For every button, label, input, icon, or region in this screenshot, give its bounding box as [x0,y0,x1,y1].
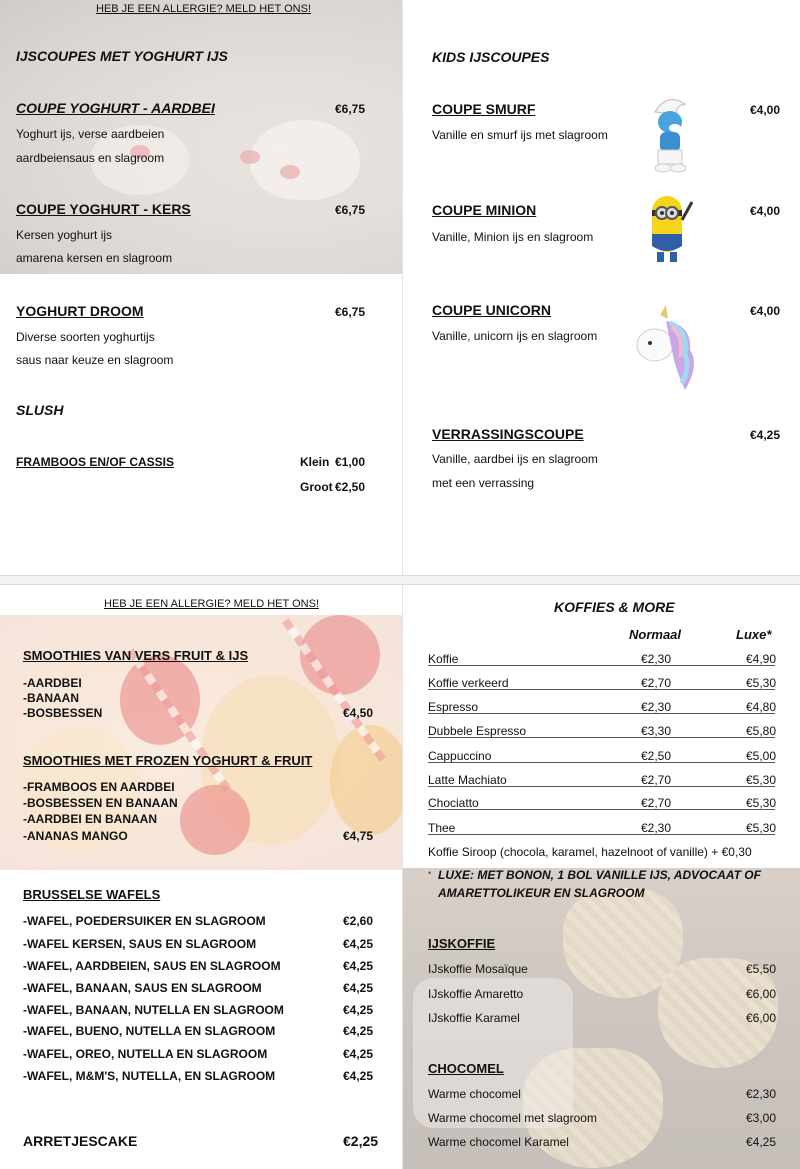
section-title-ijskoffie: IJSKOFFIE [428,936,496,951]
wafel-price: €4,25 [343,1047,374,1061]
page-divider [0,575,800,585]
item-desc: aardbeiensaus en slagroom [16,151,165,165]
item-price: €6,75 [335,305,366,319]
item-desc: Diverse soorten yoghurtijs [16,330,155,344]
option: -BOSBESSEN EN BANAAN [23,796,178,810]
coffee-price-luxe: €5,80 [746,724,777,738]
item-name: COUPE YOGHURT - KERS [16,201,191,217]
arretjescake-name: ARRETJESCAKE [23,1133,138,1149]
column-header-normaal: Normaal [629,627,682,642]
luxe-note: AMARETTOLIKEUR EN SLAGROOM [438,886,645,900]
coffee-name: Koffie [428,652,459,666]
option: -FRAMBOOS EN AARDBEI [23,780,175,794]
item-desc: Kersen yoghurt ijs [16,228,113,242]
coffee-name: Koffie verkeerd [428,676,509,690]
wafel-price: €4,25 [343,981,374,995]
chocomel-price: €4,25 [746,1135,777,1149]
siroop-note: Koffie Siroop (chocola, karamel, hazelnoot of vanille) + €0,30 [428,845,752,859]
wafel-item: -WAFEL, POEDERSUIKER EN SLAGROOM [23,914,266,928]
item-name: COUPE SMURF [432,101,536,117]
section-title-slush: SLUSH [16,402,64,418]
item-name: COUPE UNICORN [432,302,552,318]
coffee-price-normaal: €2,50 [641,749,672,763]
item-price: €4,00 [750,103,781,117]
slush-size-label: Groot [300,480,333,494]
section-title-yoghurt: IJSCOUPES MET YOGHURT IJS [16,48,228,64]
smurf-icon [645,92,695,174]
ijskoffie-price: €5,50 [746,962,777,976]
wafel-item: -WAFEL, M&M'S, NUTELLA, EN SLAGROOM [23,1069,276,1083]
chocomel-item: Warme chocomel met slagroom [428,1111,597,1125]
wafel-item: -WAFEL, BANAAN, NUTELLA EN SLAGROOM [23,1003,284,1017]
item-price: €6,75 [335,203,366,217]
arretjescake-price: €2,25 [343,1133,379,1149]
item-name: COUPE YOGHURT - AARDBEI [16,100,215,116]
ijskoffie-item: IJskoffie Karamel [428,1011,520,1025]
chocomel-price: €2,30 [746,1087,777,1101]
row-divider [428,665,775,666]
item-name: YOGHURT DROOM [16,303,144,319]
ijskoffie-price: €6,00 [746,1011,777,1025]
ijskoffie-price: €6,00 [746,987,777,1001]
row-divider [428,762,775,763]
item-name: COUPE MINION [432,202,537,218]
wafel-price: €4,25 [343,1024,374,1038]
row-divider [428,713,775,714]
item-price: €4,50 [343,706,374,720]
section-title-wafels: BRUSSELSE WAFELS [23,887,161,902]
coffee-price-normaal: €2,70 [641,676,672,690]
chocomel-item: Warme chocomel Karamel [428,1135,569,1149]
coffee-price-normaal: €3,30 [641,724,672,738]
coffee-price-luxe: €5,30 [746,796,777,810]
item-desc: saus naar keuze en slagroom [16,353,174,367]
coffee-name: Cappuccino [428,749,492,763]
coffee-price-normaal: €2,30 [641,700,672,714]
ijskoffie-item: IJskoffie Amaretto [428,987,524,1001]
wafel-price: €4,25 [343,1003,374,1017]
wafel-item: -WAFEL KERSEN, SAUS EN SLAGROOM [23,937,257,951]
chocomel-price: €3,00 [746,1111,777,1125]
row-divider [428,786,775,787]
slush-item: FRAMBOOS EN/OF CASSIS [16,455,175,469]
coffee-name: Latte Machiato [428,773,507,787]
column-header-luxe: Luxe* [736,627,772,642]
row-divider [428,689,775,690]
item-desc: Vanille, unicorn ijs en slagroom [432,329,598,343]
coffee-price-normaal: €2,30 [641,821,672,835]
section-title-koffies: KOFFIES & MORE [554,599,675,615]
option: -BANAAN [23,691,79,705]
wafel-item: -WAFEL, BANAAN, SAUS EN SLAGROOM [23,981,262,995]
allergy-notice: HEB JE EEN ALLERGIE? MELD HET ONS! [104,598,319,610]
item-price: €6,75 [335,102,366,116]
wafel-price: €4,25 [343,1069,374,1083]
section-title-smoothies-frozen: SMOOTHIES MET FROZEN YOGHURT & FRUIT [23,753,313,768]
wafel-item: -WAFEL, OREO, NUTELLA EN SLAGROOM [23,1047,268,1061]
item-desc: amarena kersen en slagroom [16,251,173,265]
item-price: €4,00 [750,204,781,218]
item-desc: Vanille, Minion ijs en slagroom [432,230,594,244]
minion-icon [640,190,696,270]
option: -AARDBEI EN BANAAN [23,812,157,826]
coffee-price-luxe: €5,30 [746,676,777,690]
wafel-price: €2,60 [343,914,374,928]
item-desc: Vanille en smurf ijs met slagroom [432,128,608,142]
item-desc: Yoghurt ijs, verse aardbeien [16,127,165,141]
wafel-item: -WAFEL, AARDBEIEN, SAUS EN SLAGROOM [23,959,281,973]
coffee-price-luxe: €4,80 [746,700,777,714]
option: -AARDBEI [23,676,82,690]
luxe-note: LUXE: MET BONON, 1 BOL VANILLE IJS, ADVOCAAT OF [438,868,761,882]
row-divider [428,834,775,835]
section-title-kids: KIDS IJSCOUPES [432,49,550,65]
coffee-price-luxe: €4,90 [746,652,777,666]
column-divider [402,0,403,575]
ijskoffie-item: IJskoffie Mosaïque [428,962,528,976]
coffee-name: Chociatto [428,796,479,810]
coffee-price-normaal: €2,70 [641,796,672,810]
coffee-name: Thee [428,821,456,835]
column-divider [402,585,403,1169]
slush-size-price: €1,00 [335,455,366,469]
allergy-notice: HEB JE EEN ALLERGIE? MELD HET ONS! [96,3,311,15]
row-divider [428,737,775,738]
chocomel-item: Warme chocomel [428,1087,521,1101]
item-desc: met een verrassing [432,476,535,490]
slush-size-price: €2,50 [335,480,366,494]
wafel-price: €4,25 [343,937,374,951]
section-title-chocomel: CHOCOMEL [428,1061,504,1076]
wafel-price: €4,25 [343,959,374,973]
row-divider [428,809,775,810]
option: -BOSBESSEN [23,706,103,720]
bullet-icon: • [428,868,432,878]
coffee-price-luxe: €5,30 [746,821,777,835]
option: -ANANAS MANGO [23,829,128,843]
item-name: VERRASSINGSCOUPE [432,426,584,442]
unicorn-icon [630,305,705,395]
item-price: €4,75 [343,829,374,843]
coffee-price-luxe: €5,00 [746,749,777,763]
coffee-price-luxe: €5,30 [746,773,777,787]
item-desc: Vanille, aardbei ijs en slagroom [432,452,598,466]
wafel-item: -WAFEL, BUENO, NUTELLA EN SLAGROOM [23,1024,276,1038]
coffee-price-normaal: €2,70 [641,773,672,787]
coffee-name: Espresso [428,700,479,714]
section-title-smoothies-fruit: SMOOTHIES VAN VERS FRUIT & IJS [23,648,249,663]
item-price: €4,25 [750,428,781,442]
item-price: €4,00 [750,304,781,318]
coffee-price-normaal: €2,30 [641,652,672,666]
slush-size-label: Klein [300,455,330,469]
coffee-name: Dubbele Espresso [428,724,527,738]
